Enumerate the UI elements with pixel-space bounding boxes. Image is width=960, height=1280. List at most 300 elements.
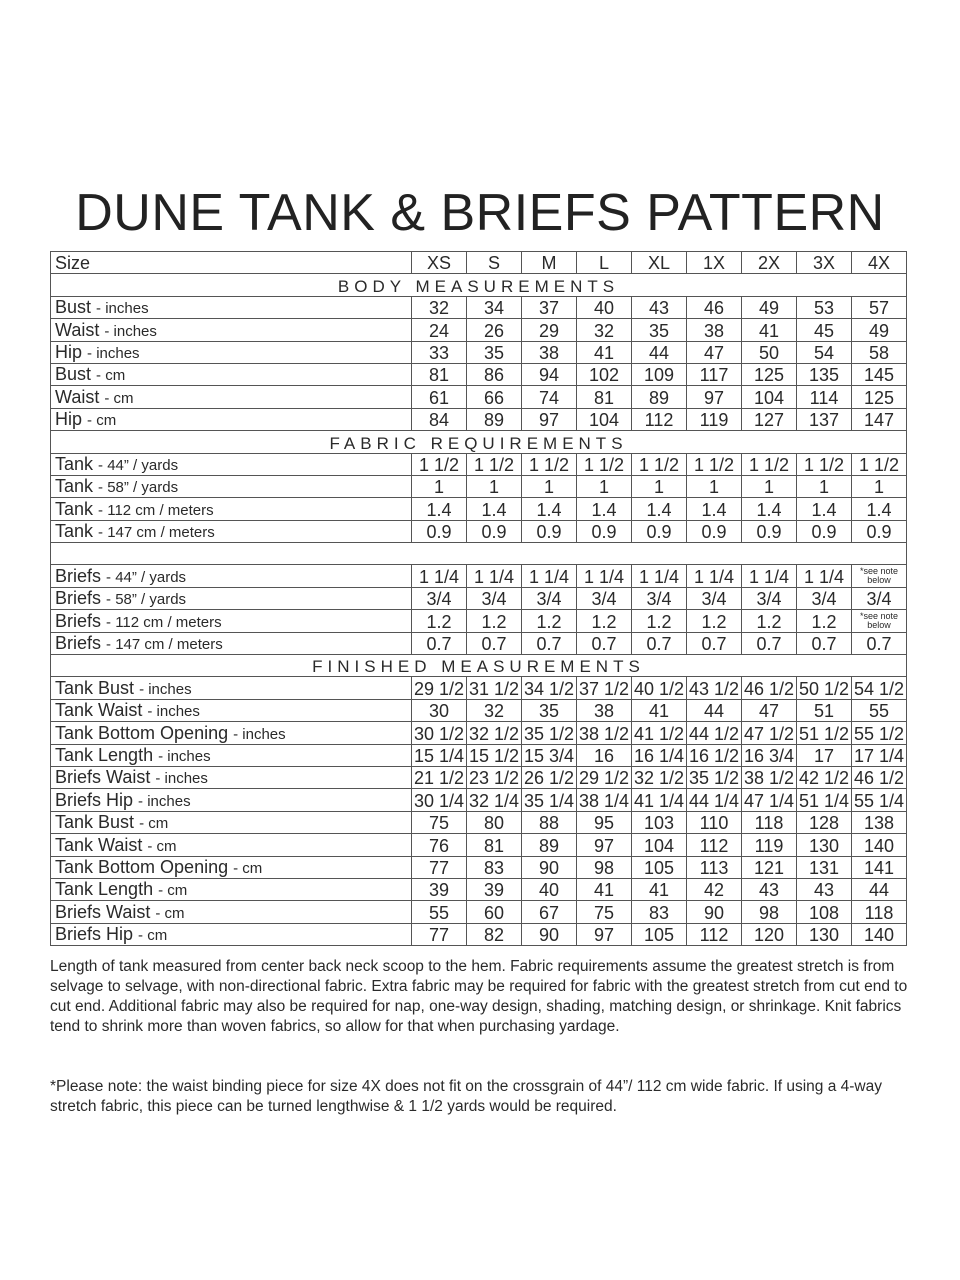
value-cell: 50	[742, 341, 797, 363]
value-cell: 105	[632, 856, 687, 878]
value-cell: 37	[522, 296, 577, 318]
value-cell: 1 1/2	[797, 453, 852, 475]
row-label-unit: - 58” / yards	[98, 479, 179, 497]
row-label-name: Hip	[55, 409, 83, 430]
value-cell: 30	[412, 699, 467, 721]
row-label	[51, 587, 412, 609]
value-cell: 1.2	[467, 610, 522, 632]
row-label	[51, 699, 412, 721]
value-cell: 40	[522, 878, 577, 900]
size-header-cell: 3X	[797, 252, 852, 274]
value-cell: 84	[412, 408, 467, 430]
size-chart-body	[51, 252, 907, 946]
value-cell: 1	[742, 475, 797, 497]
value-cell: 0.9	[522, 520, 577, 542]
value-cell: 1 1/4	[412, 565, 467, 587]
value-cell: 0.7	[577, 632, 632, 654]
value-cell: 47 1/4	[742, 789, 797, 811]
row-label-name: Tank	[55, 498, 94, 519]
row-label-unit: - inches	[155, 770, 208, 788]
value-cell: 1 1/2	[412, 453, 467, 475]
row-label	[51, 766, 412, 788]
row-label	[51, 520, 412, 542]
row-label-name: Tank Bust	[55, 812, 135, 833]
value-cell: 90	[522, 856, 577, 878]
value-cell: 1 1/2	[522, 453, 577, 475]
value-cell: 17 1/4	[852, 744, 907, 766]
row-label-unit: - cm	[104, 389, 134, 407]
value-cell: 35 1/2	[522, 722, 577, 744]
row-label	[51, 453, 412, 475]
row-label	[51, 811, 412, 833]
value-cell: 35 1/4	[522, 789, 577, 811]
value-cell: 109	[632, 363, 687, 385]
value-cell: 41	[742, 319, 797, 341]
value-cell: 3/4	[742, 587, 797, 609]
value-cell: 1.4	[852, 498, 907, 520]
value-cell: 38 1/2	[577, 722, 632, 744]
table-row	[51, 498, 907, 520]
value-cell: 44	[852, 878, 907, 900]
value-cell: 57	[852, 296, 907, 318]
row-label	[51, 744, 412, 766]
row-label-unit: - 44” / yards	[98, 456, 179, 474]
table-row	[51, 766, 907, 788]
value-cell: 130	[797, 834, 852, 856]
value-cell: 43	[797, 878, 852, 900]
value-cell: 83	[632, 901, 687, 923]
value-cell: 1 1/4	[797, 565, 852, 587]
value-cell: 118	[852, 901, 907, 923]
value-cell: 45	[797, 319, 852, 341]
row-label	[51, 319, 412, 341]
row-label-name: Tank Waist	[55, 834, 143, 855]
value-cell: 35	[467, 341, 522, 363]
value-cell: 50 1/2	[797, 677, 852, 699]
row-label-name: Waist	[55, 319, 100, 340]
value-cell: 0.7	[412, 632, 467, 654]
row-label	[51, 856, 412, 878]
section-header-row	[51, 655, 907, 677]
value-cell: 119	[742, 834, 797, 856]
value-cell: 1	[467, 475, 522, 497]
value-cell: 34 1/2	[522, 677, 577, 699]
value-cell: 1.2	[687, 610, 742, 632]
value-cell: 46	[687, 296, 742, 318]
value-cell: 1.2	[522, 610, 577, 632]
value-cell: 104	[632, 834, 687, 856]
table-row	[51, 475, 907, 497]
value-cell: 95	[577, 811, 632, 833]
value-cell: 32 1/2	[467, 722, 522, 744]
size-header-cell: XS	[412, 252, 467, 274]
row-label	[51, 632, 412, 654]
value-cell: 112	[687, 834, 742, 856]
value-cell: 41 1/4	[632, 789, 687, 811]
value-cell: 120	[742, 923, 797, 945]
table-row	[51, 878, 907, 900]
value-cell: 1 1/4	[742, 565, 797, 587]
value-cell: 32 1/2	[632, 766, 687, 788]
value-cell: *see note below	[852, 565, 907, 587]
value-cell: 16 1/4	[632, 744, 687, 766]
value-cell: 0.7	[522, 632, 577, 654]
row-label-unit: - 44” / yards	[106, 568, 187, 586]
value-cell: 1 1/4	[687, 565, 742, 587]
value-cell: 55	[412, 901, 467, 923]
table-row	[51, 811, 907, 833]
row-label-name: Briefs	[55, 633, 102, 654]
value-cell: 81	[577, 386, 632, 408]
value-cell: 104	[577, 408, 632, 430]
value-cell: 3/4	[632, 587, 687, 609]
value-cell: 30 1/4	[412, 789, 467, 811]
value-cell: 3/4	[412, 587, 467, 609]
value-cell: 1 1/2	[742, 453, 797, 475]
row-label-unit: - inches	[147, 703, 200, 721]
value-cell: 112	[632, 408, 687, 430]
value-cell: 16 1/2	[687, 744, 742, 766]
row-label-unit: - inches	[96, 300, 149, 318]
size-header-cell: 2X	[742, 252, 797, 274]
table-row	[51, 520, 907, 542]
header-row	[51, 252, 907, 274]
value-cell: 43 1/2	[687, 677, 742, 699]
row-label	[51, 475, 412, 497]
value-cell: 41	[577, 341, 632, 363]
row-label-unit: - cm	[96, 367, 126, 385]
value-cell: 3/4	[522, 587, 577, 609]
value-cell: 1.2	[797, 610, 852, 632]
row-label	[51, 610, 412, 632]
row-label	[51, 878, 412, 900]
row-label-unit: - cm	[87, 412, 117, 430]
value-cell: 141	[852, 856, 907, 878]
value-cell: 44	[687, 699, 742, 721]
value-cell: 145	[852, 363, 907, 385]
value-cell: 140	[852, 923, 907, 945]
row-label-unit: - inches	[139, 680, 192, 698]
spacer-cell	[51, 543, 907, 565]
table-row	[51, 408, 907, 430]
value-cell: 80	[467, 811, 522, 833]
value-cell: 121	[742, 856, 797, 878]
value-cell: 30 1/2	[412, 722, 467, 744]
value-cell: 42	[687, 878, 742, 900]
value-cell: 1.2	[632, 610, 687, 632]
size-header-cell: 1X	[687, 252, 742, 274]
row-label	[51, 498, 412, 520]
value-cell: 89	[522, 834, 577, 856]
section-title: FINISHED MEASUREMENTS	[51, 655, 907, 677]
value-cell: 34	[467, 296, 522, 318]
value-cell: 0.7	[797, 632, 852, 654]
value-cell: 105	[632, 923, 687, 945]
row-label-name: Bust	[55, 297, 92, 318]
value-cell: 1 1/2	[467, 453, 522, 475]
measurement-note: Length of tank measured from center back neck scoop to the hem. Fabric requirements assume the greatest stretch is from selvage to selvage, with non-directional fabric. Extra fabric may be required for fabric with the greatest stretch from cut end to cut end. Additional fabric may also be required for nap, one-way design, shading, matching design, or shrinkage. Knit fabrics tend to shrink more than woven fabrics, so allow for that when purchasing yardage.	[50, 958, 908, 1035]
value-cell: 1 1/4	[467, 565, 522, 587]
value-cell: 75	[577, 901, 632, 923]
section-header-row	[51, 274, 907, 296]
value-cell: 46 1/2	[852, 766, 907, 788]
value-cell: 1	[852, 475, 907, 497]
value-cell: 37 1/2	[577, 677, 632, 699]
size-header-cell: 4X	[852, 252, 907, 274]
value-cell: 81	[412, 363, 467, 385]
value-cell: 89	[467, 408, 522, 430]
value-cell: 1	[412, 475, 467, 497]
value-cell: 1.2	[412, 610, 467, 632]
value-cell: 54	[797, 341, 852, 363]
value-cell: 1 1/2	[577, 453, 632, 475]
value-cell: 112	[687, 923, 742, 945]
value-cell: 38 1/4	[577, 789, 632, 811]
value-cell: 41	[632, 878, 687, 900]
value-cell: 49	[852, 319, 907, 341]
value-cell: 1.4	[687, 498, 742, 520]
row-label-name: Tank Bottom Opening	[55, 722, 229, 743]
value-cell: 35	[522, 699, 577, 721]
value-cell: 102	[577, 363, 632, 385]
row-label-name: Tank	[55, 476, 94, 497]
value-cell: 0.9	[632, 520, 687, 542]
value-cell: 0.9	[742, 520, 797, 542]
value-cell: 1 1/2	[687, 453, 742, 475]
row-label-name: Tank Length	[55, 879, 154, 900]
row-label-name: Briefs Hip	[55, 924, 134, 945]
value-cell: 119	[687, 408, 742, 430]
size-4x-note: *Please note: the waist binding piece for size 4X does not fit on the crossgrain of 44”/ 112 cm wide fabric. If using a 4-way stretch fabric, this piece can be turned lengthwise & 1 1/2 yards would be required.	[50, 1078, 882, 1115]
row-label-unit: - cm	[158, 882, 188, 900]
value-cell: 77	[412, 923, 467, 945]
table-row	[51, 789, 907, 811]
value-cell: 1.4	[522, 498, 577, 520]
value-cell: 97	[577, 923, 632, 945]
row-label-unit: - inches	[233, 725, 286, 743]
table-row	[51, 722, 907, 744]
row-label-name: Tank	[55, 521, 94, 542]
row-label-unit: - 112 cm / meters	[106, 613, 222, 631]
table-row	[51, 363, 907, 385]
value-cell: 81	[467, 834, 522, 856]
value-cell: 3/4	[577, 587, 632, 609]
value-cell: 128	[797, 811, 852, 833]
table-row	[51, 744, 907, 766]
row-label	[51, 923, 412, 945]
value-cell: 0.7	[632, 632, 687, 654]
value-cell: 1 1/4	[577, 565, 632, 587]
value-cell: 0.7	[852, 632, 907, 654]
row-label-name: Hip	[55, 341, 83, 362]
value-cell: 125	[852, 386, 907, 408]
value-cell: 44 1/4	[687, 789, 742, 811]
value-cell: 88	[522, 811, 577, 833]
value-cell: 1.4	[742, 498, 797, 520]
value-cell: 44 1/2	[687, 722, 742, 744]
row-label-unit: - 147 cm / meters	[98, 524, 215, 542]
spacer-row	[51, 543, 907, 565]
value-cell: 16 3/4	[742, 744, 797, 766]
row-label-unit: - cm	[155, 904, 185, 922]
value-cell: 104	[742, 386, 797, 408]
value-cell: 38	[577, 699, 632, 721]
value-cell: 26 1/2	[522, 766, 577, 788]
row-label-name: Briefs Waist	[55, 901, 151, 922]
value-cell: 98	[742, 901, 797, 923]
value-cell: 54 1/2	[852, 677, 907, 699]
value-cell: 51 1/2	[797, 722, 852, 744]
value-cell: 75	[412, 811, 467, 833]
value-cell: 58	[852, 341, 907, 363]
value-cell: 0.9	[797, 520, 852, 542]
row-label-name: Briefs Hip	[55, 789, 134, 810]
value-cell: 131	[797, 856, 852, 878]
value-cell: 0.9	[412, 520, 467, 542]
value-cell: 29	[522, 319, 577, 341]
value-cell: 0.7	[687, 632, 742, 654]
value-cell: 35 1/2	[687, 766, 742, 788]
value-cell: 76	[412, 834, 467, 856]
value-cell: 32	[467, 699, 522, 721]
row-label-name: Briefs	[55, 565, 102, 586]
value-cell: 47 1/2	[742, 722, 797, 744]
value-cell: 40 1/2	[632, 677, 687, 699]
value-cell: 98	[577, 856, 632, 878]
value-cell: 42 1/2	[797, 766, 852, 788]
row-label-name: Tank Length	[55, 744, 154, 765]
table-row	[51, 699, 907, 721]
value-cell: 135	[797, 363, 852, 385]
value-cell: 49	[742, 296, 797, 318]
value-cell: 35	[632, 319, 687, 341]
value-cell: 1.4	[632, 498, 687, 520]
row-label-name: Tank	[55, 453, 94, 474]
value-cell: 1 1/4	[522, 565, 577, 587]
size-header-cell: L	[577, 252, 632, 274]
row-label	[51, 363, 412, 385]
table-row	[51, 296, 907, 318]
table-row	[51, 565, 907, 587]
value-cell: 1	[522, 475, 577, 497]
row-label-unit: - inches	[138, 792, 191, 810]
size-header-label: Size	[51, 252, 412, 274]
value-cell: 39	[412, 878, 467, 900]
value-cell: 117	[687, 363, 742, 385]
row-label	[51, 408, 412, 430]
value-cell: 31 1/2	[467, 677, 522, 699]
row-label	[51, 677, 412, 699]
row-label-unit: - cm	[147, 837, 177, 855]
table-row	[51, 923, 907, 945]
table-row	[51, 341, 907, 363]
value-cell: 90	[687, 901, 742, 923]
value-cell: 46 1/2	[742, 677, 797, 699]
value-cell: 0.9	[852, 520, 907, 542]
value-cell: 90	[522, 923, 577, 945]
table-row	[51, 856, 907, 878]
value-cell: 1.4	[467, 498, 522, 520]
value-cell: 47	[742, 699, 797, 721]
value-cell: 74	[522, 386, 577, 408]
value-cell: 83	[467, 856, 522, 878]
value-cell: 60	[467, 901, 522, 923]
row-label-name: Briefs Waist	[55, 767, 151, 788]
value-cell: 32	[577, 319, 632, 341]
value-cell: 26	[467, 319, 522, 341]
value-cell: 39	[467, 878, 522, 900]
value-cell: 16	[577, 744, 632, 766]
row-label	[51, 789, 412, 811]
value-cell: 32 1/4	[467, 789, 522, 811]
value-cell: 33	[412, 341, 467, 363]
table-row	[51, 834, 907, 856]
row-label-name: Waist	[55, 386, 100, 407]
value-cell: 1 1/2	[632, 453, 687, 475]
value-cell: 1.4	[577, 498, 632, 520]
value-cell: 43	[632, 296, 687, 318]
value-cell: 55	[852, 699, 907, 721]
value-cell: 1 1/2	[852, 453, 907, 475]
row-label	[51, 386, 412, 408]
value-cell: 3/4	[852, 587, 907, 609]
page-title: DUNE TANK & BRIEFS PATTERN	[75, 184, 885, 242]
size-header-cell: S	[467, 252, 522, 274]
value-cell: 89	[632, 386, 687, 408]
value-cell: 1	[632, 475, 687, 497]
value-cell: 41	[577, 878, 632, 900]
value-cell: 1	[797, 475, 852, 497]
value-cell: 61	[412, 386, 467, 408]
value-cell: 55 1/4	[852, 789, 907, 811]
value-cell: 97	[577, 834, 632, 856]
value-cell: 0.9	[577, 520, 632, 542]
value-cell: 47	[687, 341, 742, 363]
value-cell: 1.4	[412, 498, 467, 520]
value-cell: 97	[687, 386, 742, 408]
value-cell: 29 1/2	[577, 766, 632, 788]
row-label-unit: - cm	[139, 815, 169, 833]
value-cell: 103	[632, 811, 687, 833]
section-title: FABRIC REQUIREMENTS	[51, 431, 907, 453]
value-cell: 15 1/2	[467, 744, 522, 766]
row-label	[51, 565, 412, 587]
value-cell: 1.2	[577, 610, 632, 632]
table-row	[51, 632, 907, 654]
row-label-name: Tank Bust	[55, 677, 135, 698]
row-label	[51, 901, 412, 923]
value-cell: 94	[522, 363, 577, 385]
row-label	[51, 341, 412, 363]
value-cell: 1	[577, 475, 632, 497]
value-cell: 0.7	[742, 632, 797, 654]
value-cell: 1	[687, 475, 742, 497]
row-label	[51, 834, 412, 856]
section-title: BODY MEASUREMENTS	[51, 274, 907, 296]
row-label-unit: - inches	[158, 747, 211, 765]
value-cell: 24	[412, 319, 467, 341]
row-label-unit: - inches	[104, 322, 157, 340]
value-cell: 0.7	[467, 632, 522, 654]
value-cell: 86	[467, 363, 522, 385]
value-cell: 1 1/4	[632, 565, 687, 587]
value-cell: 130	[797, 923, 852, 945]
value-cell: 66	[467, 386, 522, 408]
value-cell: *see note below	[852, 610, 907, 632]
value-cell: 125	[742, 363, 797, 385]
value-cell: 108	[797, 901, 852, 923]
row-label-name: Tank Waist	[55, 700, 143, 721]
